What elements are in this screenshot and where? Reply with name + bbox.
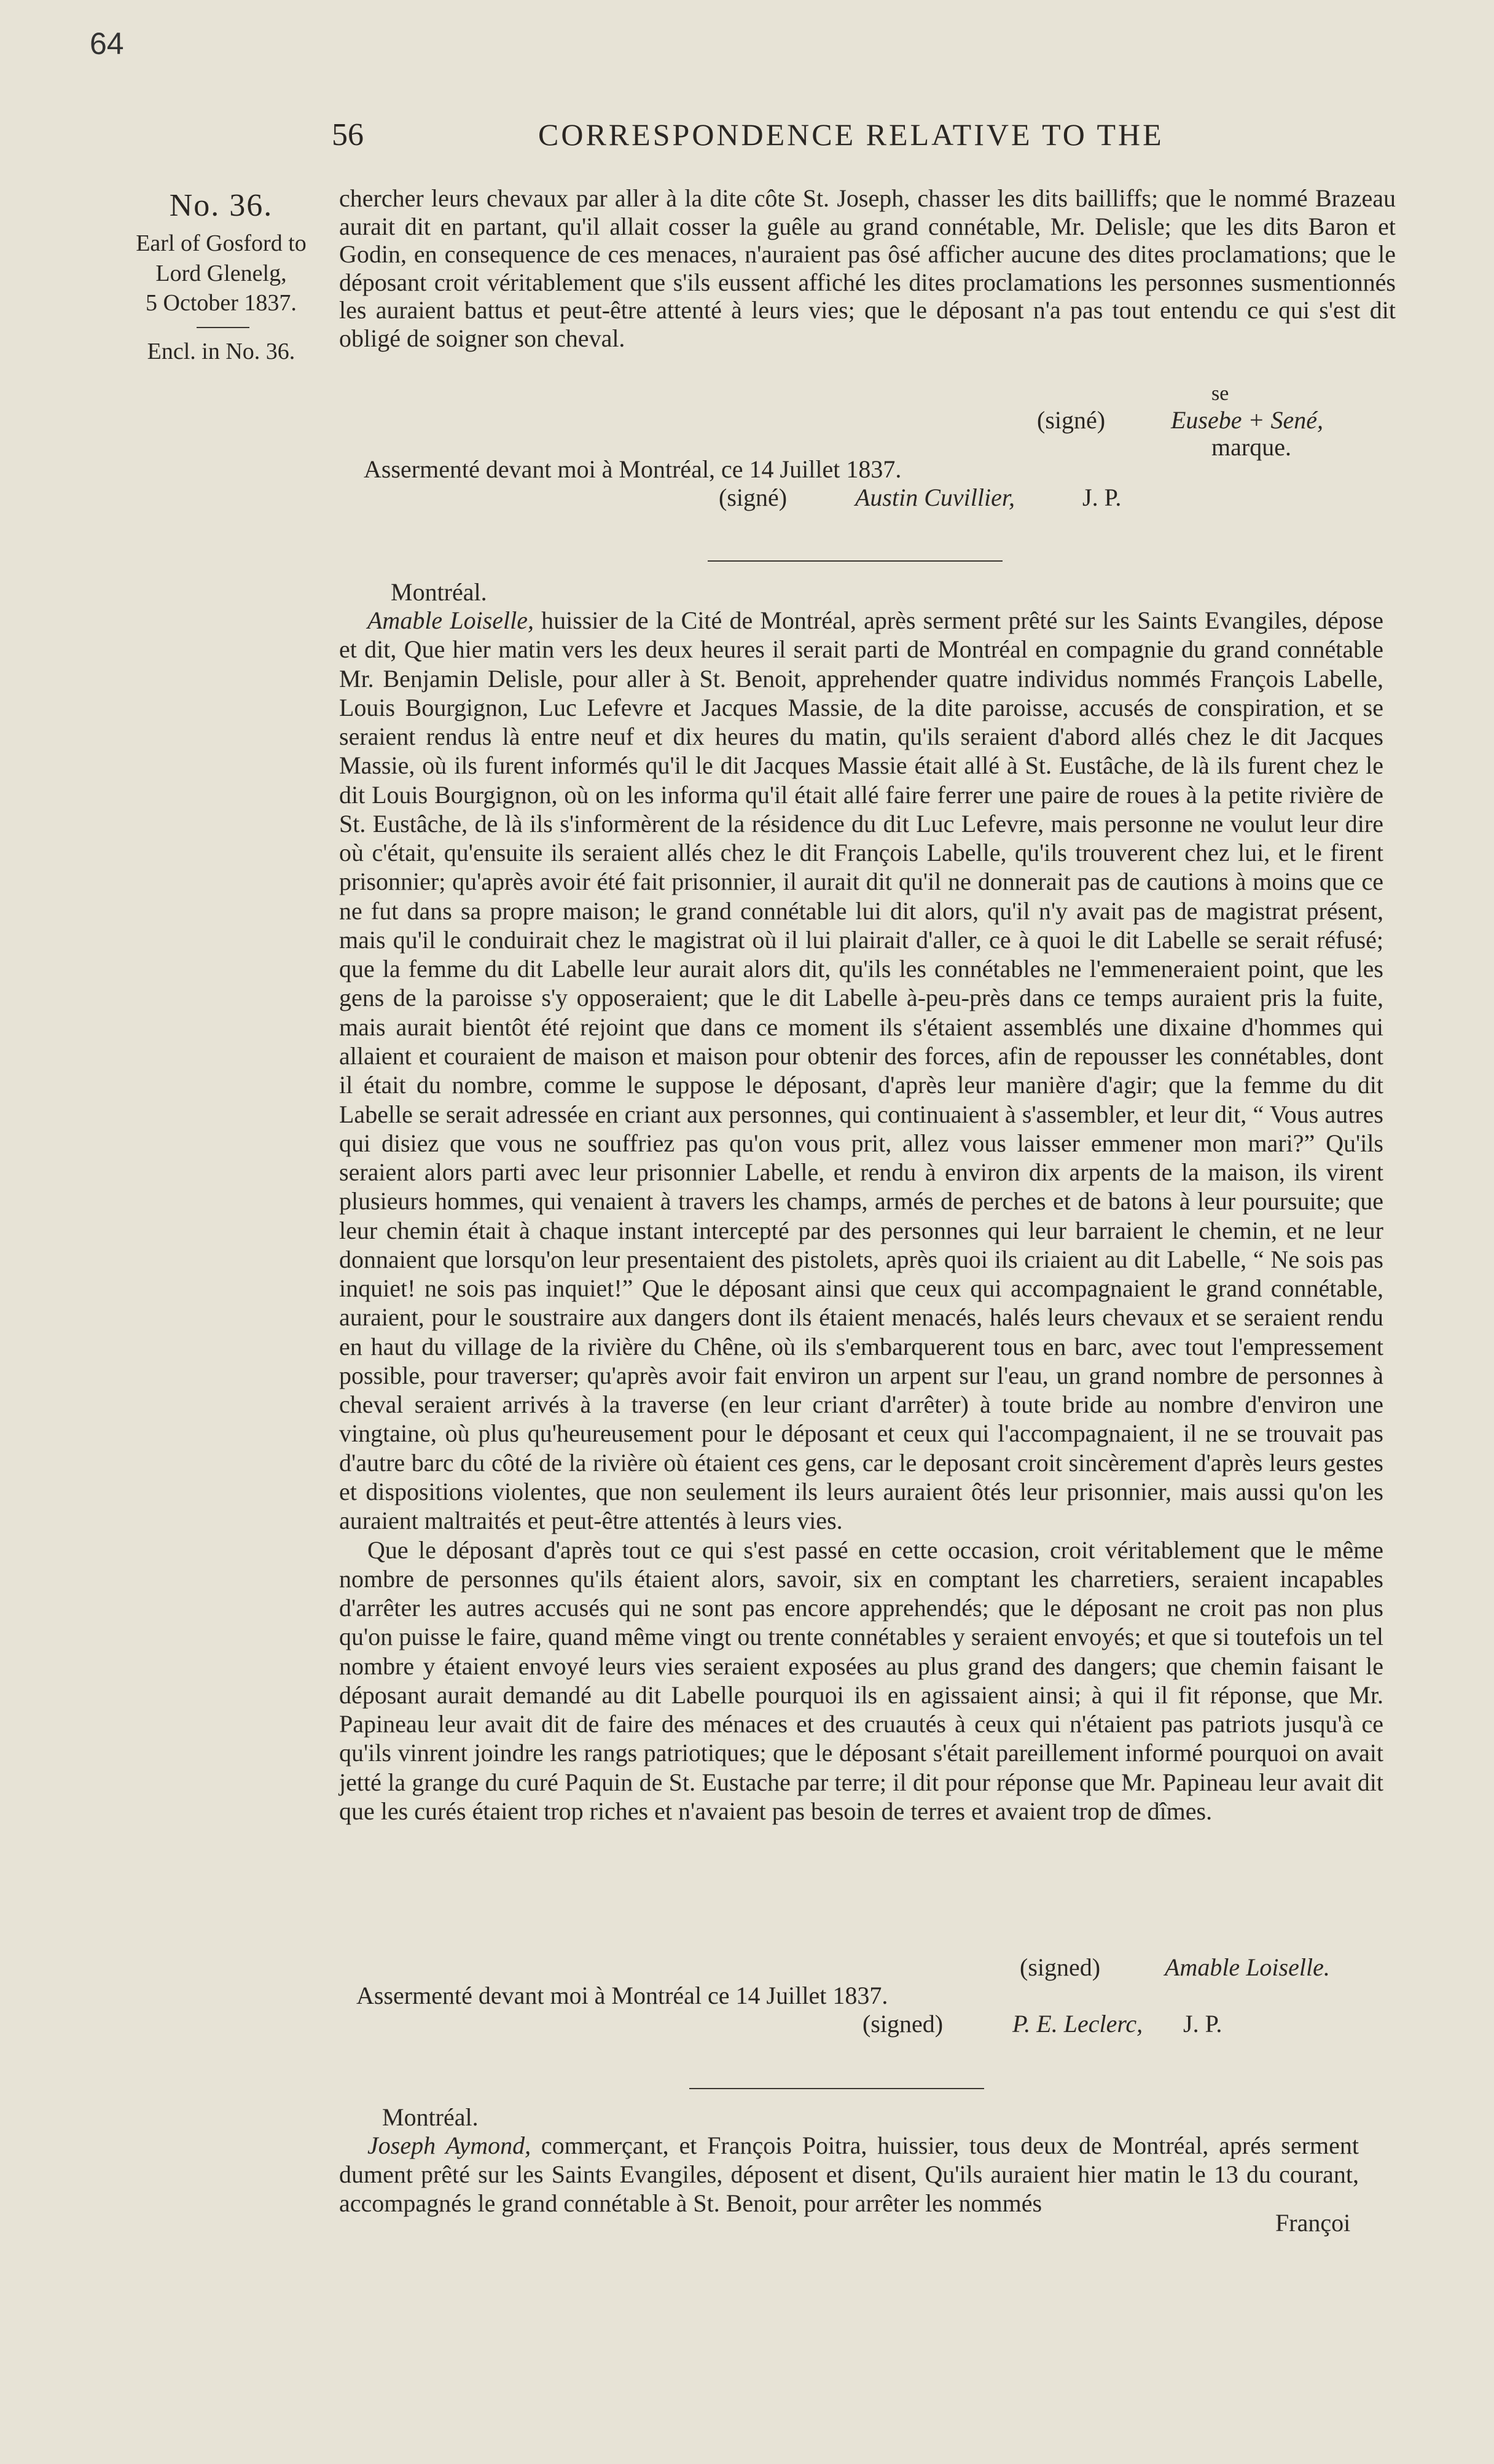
- deponent-name-3: Joseph Aymond,: [367, 2132, 531, 2159]
- deponent-name: Amable Loiselle,: [367, 606, 534, 634]
- deposition-text-3: commerçant, et François Poitra, huissier, tous deux de Montréal, aprés serment dument prêté sur les Saints Evangiles, déposent et disent, Qu'ils auraient hier matin le 13 du courant, accompagnés le grand connétable à St. Benoit, pour arrêter les nommés: [339, 2132, 1359, 2218]
- deposition-paragraph-2: Que le déposant d'après tout ce qui s'est passé en cette occasion, croit véritablement que le même nombre de personnes qu'ils étaient alors, savoir, six en comptant les charretiers, seraient incapables d'arrêter les autres accusés qui ne sont pas encore apprehendés; que le déposant ne croit pas non plus qu'on puisse le faire, quand même vingt ou trente connétables y seraient envoyés; et que si toutefois un tel nombre y étaient envoyé leurs vies seraient exposées au plus grand des dangers; que chemin faisant le déposant aurait demandé au dit Labelle pourquoi ils en agissaient ainsi; à qui il fit réponse, que Mr. Papineau leur avait dit de faire des ménaces et des cruautés à ceux qui n'étaient pas patriots jusqu'à ce qu'ils vinrent joindre les rangs patriotiques; que le déposant s'était pareillement informé pourquoi on avait jetté la grange du curé Paquin de St. Eustache par terre; il dit pour réponse que Mr. Papineau leur avait dit que les curés étaient trop riches et n'avaient pas besoin de terres et avaient trop de dîmes.: [339, 1536, 1383, 1825]
- sidenote-letter-info: [123, 229, 319, 318]
- sidenote-line: Lord Glenelg,: [155, 260, 287, 286]
- jp-suffix-2: J. P.: [1183, 2010, 1222, 2038]
- jp-signed-label: (signé): [719, 484, 788, 511]
- deposition-text: huissier de la Cité de Montréal, après serment prêté sur les Saints Evangiles, dépose et dit, Que hier matin vers les deux heures il serait parti de Montréal en compagnie du grand connétable Mr. Benjamin Delisle, pour aller à St. Benoit, apprehender quatre individus nommés François Labelle, Louis Bourgignon, Luc Lefevre et Jacques Massie, de la dite paroisse, accusés de conspiration, et se seraient rendus là entre neuf et dix heures du matin, qu'ils seraient d'abord allés chez le dit Jacques Massie, où ils furent informés qu'il le dit Jacques Massie était allé à St. Eustâche, de là ils furent chez le dit Louis Bourgignon, où on les informa qu'il était allé faire ferrer une paire de roues à la petite rivière de St. Eustâche, de là ils s'informèrent de la résidence du dit Luc Lefevre, mais personne ne voulut leur dire où c'était, qu'ensuite ils seraient allés chez le dit François Labelle, qu'ils trouverent chez lui, et le firent prisonnier; qu'après avoir été fait prisonnier, il aurait dit qu'il ne donnerait pas de cautions à moins que ce ne fut dans sa propre maison; le grand connétable lui dit alors, qu'il n'y avait pas de magistrat présent, mais qu'il le conduirait chez le magistrat où il lui plairait d'aller, ce à quoi le dit Labelle se serait réfusé; que la femme du dit Labelle leur aurait alors dit, qu'ils les connétables ne l'emmeneraient point, que les gens de la paroisse s'y opposeraient; que le dit Labelle à-peu-près dans ce temps auraient pris la fuite, mais aurait bientôt été rejoint que dans ce moment ils s'étaient assemblés une dixaine d'hommes qui allaient et couraient de maison et maison pour obtenir des forces, afin de repousser les connétables, dont il était du nombre, comme le suppose le déposant, d'après leur manière d'agir; que la femme du dit Labelle se serait adressée en criant aux personnes, qui continuaient à s'assembler, et leur dit, “ Vous autres qui disiez que vous ne souffriez pas qu'on vous prit, allez vous laisser emmener mon mari?” Qu'ils seraient alors parti avec leur prisonnier Labelle, et rendu à environ dix arpents de la maison, ils virent plusieurs hommes, qui venaient à travers les champs, armés de perches et de batons à leur poursuite; que leur chemin était à chaque instant intercepté par des personnes qui leur barraient le chemin, et ne leur donnaient que lorsqu'on leur presentaient des pistolets, après quoi ils criaient au dit Labelle, “ Ne sois pas inquiet! ne sois pas inquiet!” Que le déposant ainsi que ceux qui accompagnaient le grand connétable, auraient, pour le soustraire aux dangers dont ils étaient menacés, halés leurs chevaux et se seraient rendu en haut du village de la rivière du Chêne, où ils s'embarquerent tous en barc, avec tout l'empressement possible, pour traverser; qu'après avoir fait environ un arpent sur l'eau, un grand nombre de personnes à cheval seraient arrivés à la traverse (en leur criant d'arrêter) à toute bride au nombre d'environ une vingtaine, où plus qu'heureusement pour le déposant et ceux qui l'accompagnaient, il ne se trouvait pas d'autre barc du côté de la rivière où étaient ces gens, car le deposant croit sincèrement d'après leurs gestes et dispositions violentes, que non seulement ils leurs auraient ôtés leur prisonnier, mais aussi qu'on les auraient maltraités et peut-être attentés à leurs vies.: [339, 606, 1383, 1535]
- signed-label: (signé): [1037, 406, 1106, 434]
- deposition-paragraph-3: [339, 2131, 1359, 2218]
- sidenote-line: 5 October 1837.: [146, 290, 297, 316]
- deposition-paragraph: [339, 606, 1383, 1536]
- jp-name: Austin Cuvillier,: [855, 484, 1015, 511]
- running-header: CORRESPONDENCE RELATIVE TO THE: [538, 117, 1164, 152]
- deposition-place: Montréal.: [391, 578, 487, 606]
- section-divider: [708, 560, 1003, 562]
- signer-mark: marque.: [1211, 433, 1291, 461]
- page-number: 56: [332, 117, 364, 152]
- jp-suffix: J. P.: [1082, 484, 1122, 511]
- first-deposition-continuation: [339, 184, 1396, 353]
- sidenote-enclosure: Encl. in No. 36.: [147, 339, 295, 364]
- sidenote-line: Earl of Gosford to: [136, 230, 307, 256]
- sidenote-number: No. 36.: [169, 188, 273, 223]
- section-divider-2: [689, 2088, 984, 2089]
- third-deposition-body: [339, 2131, 1359, 2218]
- signer-superscript: se: [1211, 382, 1229, 405]
- signer-name: Eusebe + Sené,: [1171, 406, 1324, 434]
- sworn-statement-2: Assermenté devant moi à Montréal ce 14 Juillet 1837.: [356, 1982, 888, 2009]
- jp-signed-label-2: (signed): [862, 2010, 944, 2038]
- sworn-statement: Assermenté devant moi à Montréal, ce 14 Juillet 1837.: [364, 455, 902, 483]
- first-deposition-text: chercher leurs chevaux par aller à la dite côte St. Joseph, chasser les dits bailliffs; que le nommé Brazeau aurait dit en partant, qu'il allait cosser la guêle au grand connétable, Mr. Delisle; que les dits Baron et Godin, en consequence de ces menaces, n'auraient pas ôsé afficher aucune des dites proclamations; que le déposant croit véritablement que s'ils eussent affiché les dites proclamations les personnes susmentionnés les auraient battus et peut-être attenté à leurs vies; que le déposant n'a pas tout entendu ce qui s'est dit obligé de soigner son cheval.: [339, 184, 1396, 352]
- deposition-place-2: Montréal.: [382, 2103, 479, 2131]
- sidenote-divider: [197, 327, 249, 328]
- signer-name-2: Amable Loiselle.: [1165, 1953, 1330, 1981]
- second-deposition-body: [339, 606, 1383, 1826]
- jp-name-2: P. E. Leclerc,: [1012, 2010, 1143, 2038]
- catchword: Françoi: [1275, 2209, 1351, 2237]
- outer-page-number: 64: [90, 26, 124, 61]
- signed-label-2: (signed): [1020, 1953, 1101, 1981]
